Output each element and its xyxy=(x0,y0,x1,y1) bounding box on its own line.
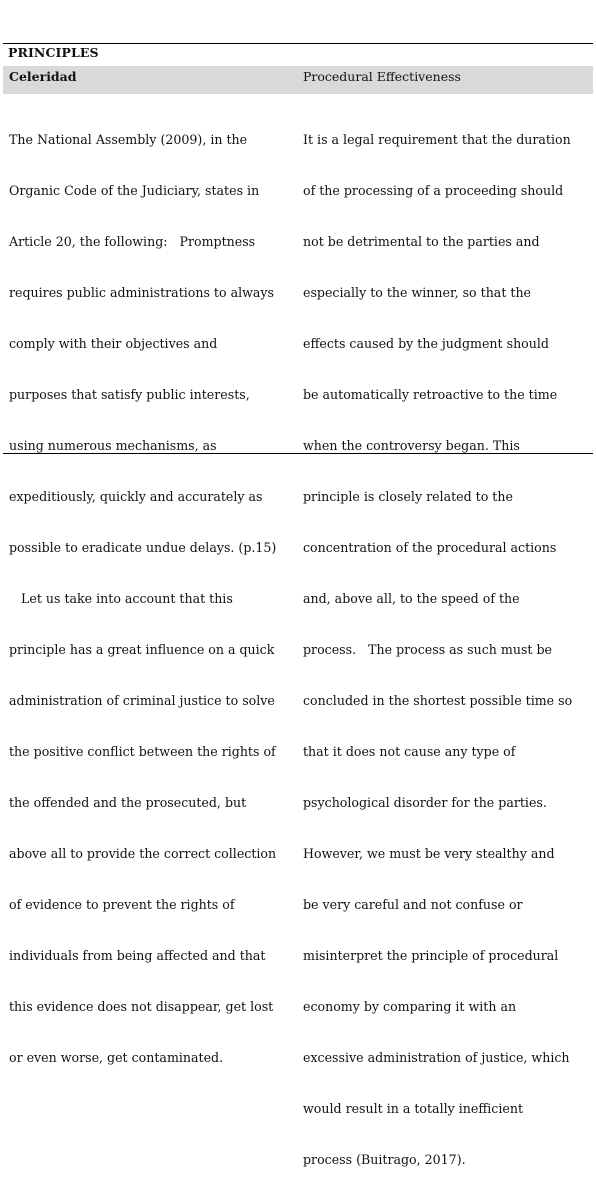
text-line: psychological disorder for the parties. xyxy=(303,795,547,810)
text-line: be automatically retroactive to the time xyxy=(303,387,558,402)
text-line: misinterpret the principle of procedural xyxy=(303,948,559,963)
text-line: not be detrimental to the parties and xyxy=(303,234,540,249)
procedural-effectiveness-description-cell xyxy=(303,97,572,1202)
table-bottom-rule xyxy=(3,453,593,454)
text-line: possible to eradicate undue delays. (p.15) xyxy=(9,540,277,555)
text-line: that it does not cause any type of xyxy=(303,744,516,759)
text-line: However, we must be very stealthy and xyxy=(303,846,555,861)
text-line: the offended and the prosecuted, but xyxy=(9,795,247,810)
text-line: or even worse, get contaminated. xyxy=(9,1050,224,1065)
column-header-row xyxy=(3,66,593,94)
text-line: process (Buitrago, 2017). xyxy=(303,1152,466,1167)
text-line: The National Assembly (2009), in the xyxy=(9,132,248,147)
text-line: using numerous mechanisms, as xyxy=(9,438,217,453)
text-line: requires public administrations to always xyxy=(9,285,274,300)
text-line: above all to provide the correct collection xyxy=(9,846,277,861)
text-line: comply with their objectives and xyxy=(9,336,218,351)
column-header-celeridad: Celeridad xyxy=(9,69,77,84)
text-line: purposes that satisfy public interests, xyxy=(9,387,250,402)
text-line: and, above all, to the speed of the xyxy=(303,591,520,606)
text-line: It is a legal requirement that the duration xyxy=(303,132,571,147)
text-line: concentration of the procedural actions xyxy=(303,540,557,555)
text-line: the positive conflict between the rights of xyxy=(9,744,276,759)
table-heading: PRINCIPLES xyxy=(8,45,99,60)
text-line: concluded in the shortest possible time so xyxy=(303,693,573,708)
text-line: of evidence to prevent the rights of xyxy=(9,897,235,912)
celeridad-description-cell xyxy=(9,97,276,1100)
text-line: Organic Code of the Judiciary, states in xyxy=(9,183,260,198)
text-line: Let us take into account that this xyxy=(9,591,233,606)
text-line: be very careful and not confuse or xyxy=(303,897,523,912)
table-top-rule xyxy=(3,43,593,44)
column-header-procedural-effectiveness: Procedural Effectiveness xyxy=(303,69,461,84)
text-line: economy by comparing it with an xyxy=(303,999,517,1014)
text-line: especially to the winner, so that the xyxy=(303,285,532,300)
text-line: expeditiously, quickly and accurately as xyxy=(9,489,263,504)
text-line: administration of criminal justice to solve xyxy=(9,693,275,708)
text-line: principle has a great influence on a quick xyxy=(9,642,275,657)
text-line: of the processing of a proceeding should xyxy=(303,183,564,198)
text-line: excessive administration of justice, which xyxy=(303,1050,570,1065)
text-line: would result in a totally inefficient xyxy=(303,1101,524,1116)
text-line: Article 20, the following: Promptness xyxy=(9,234,256,249)
text-line: effects caused by the judgment should xyxy=(303,336,549,351)
text-line: this evidence does not disappear, get lost xyxy=(9,999,274,1014)
text-line: principle is closely related to the xyxy=(303,489,513,504)
text-line: when the controversy began. This xyxy=(303,438,520,453)
text-line: individuals from being affected and that xyxy=(9,948,266,963)
text-line: process. The process as such must be xyxy=(303,642,552,657)
